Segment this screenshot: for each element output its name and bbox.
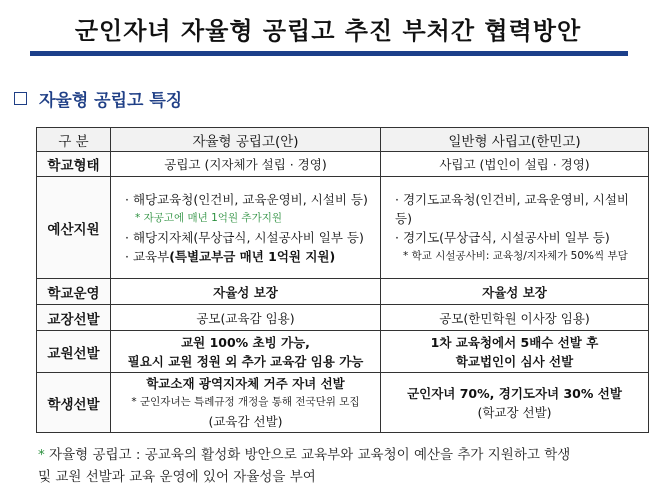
row-label-operation: 학교운영 — [37, 279, 111, 305]
table-row — [37, 331, 649, 373]
comparison-table — [36, 127, 649, 433]
budget-a-note: * 자공고에 매년 1억원 추가지원 — [135, 211, 282, 224]
cell-teacher-b — [381, 331, 649, 373]
cell-budget-b — [381, 177, 649, 279]
student-a-note: * 군인자녀는 특례규정 개정을 통해 전국단위 모집 — [131, 396, 360, 408]
footnote-line1-text: 자율형 공립고 : 공교육의 활성화 방안으로 교육부와 교육청이 예산을 추가 지원하고 학생 — [49, 447, 571, 463]
table-row — [37, 177, 649, 279]
cell-principal-b: 공모(한민학원 이사장 임용) — [381, 305, 649, 331]
student-b-line2: (학교장 선발) — [477, 404, 552, 420]
cell-teacher-a — [111, 331, 381, 373]
cell-type-b: 사립고 (법인이 설립 · 경영) — [381, 152, 649, 177]
cell-student-b — [381, 373, 649, 433]
teacher-a-line2: 필요시 교원 정원 외 추가 교육감 임용 가능 — [127, 353, 364, 369]
footnote-line2: 및 교원 선발과 교육 운영에 있어 자율성을 부여 — [38, 469, 316, 485]
footnote — [38, 444, 650, 488]
section-heading — [14, 86, 182, 111]
page-title: 군인자녀 자율형 공립고 추진 부처간 협력방안 — [74, 16, 582, 45]
header-autonomous-public: 자율형 공립고(안) — [111, 128, 381, 152]
cell-principal-a: 공모(교육감 임용) — [111, 305, 381, 331]
budget-a-line3-prefix: · 교육부 — [125, 248, 170, 264]
row-label-student: 학생선발 — [37, 373, 111, 433]
table-row — [37, 279, 649, 305]
table-header-row — [37, 128, 649, 152]
table-row — [37, 152, 649, 177]
footnote-star: * — [38, 447, 45, 463]
section-heading-text: 자율형 공립고 특징 — [39, 91, 183, 111]
budget-a-line2: · 해당지자체(무상급식, 시설공사비 일부 등) — [125, 229, 364, 245]
budget-a-line3-bold: (특별교부금 매년 1억원 지원) — [169, 248, 336, 264]
header-category: 구 분 — [37, 128, 111, 152]
cell-budget-a — [111, 177, 381, 279]
row-label-principal: 교장선발 — [37, 305, 111, 331]
header-general-private: 일반형 사립고(한민고) — [381, 128, 649, 152]
budget-b-note: * 학교 시설공사비: 교육청/지자체가 50%씩 부담 — [403, 249, 628, 262]
student-a-line2: (교육감 선발) — [208, 414, 283, 429]
table-row — [37, 305, 649, 331]
teacher-b-line2: 학교법인이 심사 선발 — [455, 353, 574, 369]
row-label-type: 학교형태 — [37, 152, 111, 177]
footnote-line1 — [38, 444, 650, 466]
title-underline — [30, 51, 628, 56]
row-label-budget: 예산지원 — [37, 177, 111, 279]
cell-operation-a: 자율성 보장 — [111, 279, 381, 305]
table-row — [37, 373, 649, 433]
cell-student-a — [111, 373, 381, 433]
budget-b-line1: · 경기도교육청(인건비, 교육운영비, 시설비 등) — [395, 191, 629, 226]
budget-a-line1: · 해당교육청(인건비, 교육운영비, 시설비 등) — [125, 191, 368, 207]
budget-b-line2: · 경기도(무상급식, 시설공사비 일부 등) — [395, 229, 610, 245]
row-label-teacher: 교원선발 — [37, 331, 111, 373]
cell-operation-b: 자율성 보장 — [381, 279, 649, 305]
teacher-a-line1: 교원 100% 초빙 가능, — [181, 334, 310, 350]
student-a-line1: 학교소재 광역지자체 거주 자녀 선발 — [146, 376, 345, 391]
checkbox-icon — [14, 92, 27, 105]
student-b-line1: 군인자녀 70%, 경기도자녀 30% 선발 — [407, 385, 622, 401]
budget-a-line3 — [125, 247, 376, 266]
cell-type-a: 공립고 (지자체가 설립 · 경영) — [111, 152, 381, 177]
teacher-b-line1: 1차 교육청에서 5배수 선발 후 — [430, 334, 599, 350]
title-area — [8, 6, 648, 54]
